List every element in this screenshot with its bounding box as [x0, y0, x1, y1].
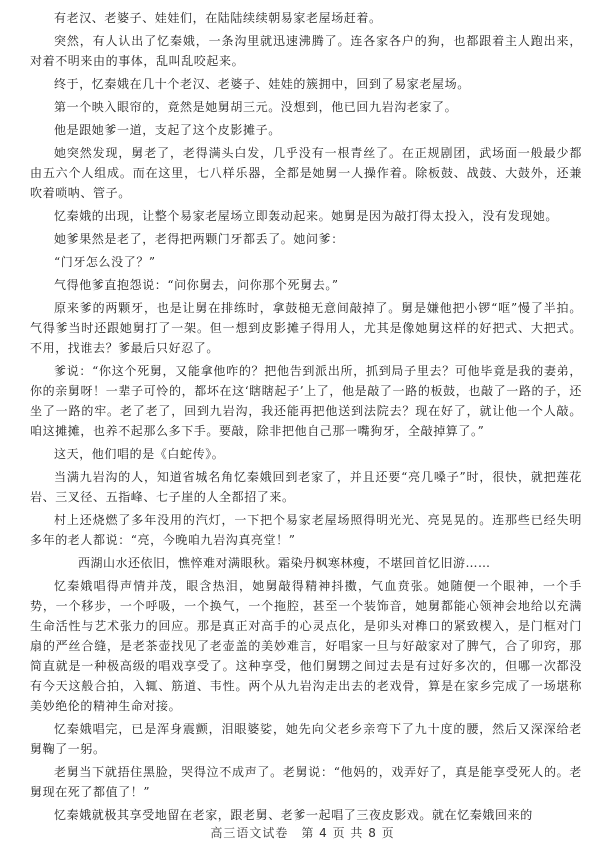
poem-line: 西湖山水还依旧，憔悴难对满眼秋。霜染丹枫寒林瘦，不堪回首忆旧游……	[78, 556, 491, 570]
paragraph: 气得他爹直抱怨说：“问你舅去，问你那个死舅去。”	[54, 278, 339, 292]
document-page	[30, 8, 582, 828]
paragraph: 老舅当下就捂住黑脸，哭得泣不成声了。老舅说：“他妈的，戏弄好了，真是能享受死人的。老舅现在死了都值了！”	[30, 765, 582, 799]
paragraph: 突然，有人认出了忆秦娥，一条沟里就迅速沸腾了。连各家各户的狗，也都跟着主人跑出来，对着不明来由的事体，乱叫乱咬起来。	[30, 34, 582, 68]
paragraph: 原来爹的两颗牙，也是让舅在排练时，拿鼓槌无意间敲掉了。舅是嫌他把小锣“哐”慢了半拍。气得爹当时还跟她舅打了一架。但一想到皮影摊子得用人，尤其是像她舅这样的好把式、大把式。不用，找谁去？爹最后只好忍了。	[30, 301, 582, 355]
paragraph: 当满九岩沟的人，知道省城名角忆秦娥回到老家了，并且还要“亮几嗓子”时，很快，就把莲花岩、三叉径、五指峰、七子崖的人全都招了来。	[30, 470, 582, 504]
page-footer: 高三语文试卷 第 4 页 共 8 页	[210, 826, 395, 840]
paragraph: 这天，他们唱的是《白蛇传》。	[54, 447, 225, 461]
paragraph: 有老汉、老婆子、娃娃们，在陆陆续续朝易家老屋场赶着。	[54, 11, 382, 25]
paragraph: 她突然发现，舅老了，老得满头白发，几乎没有一根青丝了。在正规剧团，武场面一般最少都由五六个人组成。而在这里，七八样乐器，全都是她舅一人操作着。除板鼓、战鼓、大鼓外，还兼吹着唢呐、管子。	[30, 146, 582, 200]
paragraph: 忆秦娥唱得声情并茂，眼含热泪，她舅敲得精神抖擞，气血贲张。她随便一个眼神，一个手势，一个移步，一个呼吸，一个换气，一个拖腔，甚至一个装饰音，她舅都能心领神会地给以充满生命活性与艺术张力的回应。那是真正对高手的心灵点化，是卯头对榫口的紧致楔入，是门框对门扇的严丝合缝，是老茶壶找见了老壶盖的美妙难言，好唱家一旦与好敲家对了脾气，合了卯窍，那简直就是一种极高级的唱戏享受了。这种享受，他们舅甥之间过去是有过好多次的，但哪一次都没有今天这般合拍，入辄、筋道、韦性。两个从九岩沟走出去的老戏骨，算是在家乡完成了一场堪称美妙绝伦的精神生命对接。	[30, 579, 582, 713]
paragraph: 终于，忆秦娥在几十个老汉、老婆子、娃娃的簇拥中，回到了易家老屋场。	[54, 77, 470, 91]
paragraph: 她爹果然是老了，老得把两颗门牙都丢了。她问爹：	[54, 232, 344, 246]
paragraph: 村上还烧燃了多年没用的汽灯，一下把个易家老屋场照得明光光、亮晃晃的。连那些已经失明多年的老人都说：“亮，今晚咱九岩沟真亮堂！”	[30, 513, 582, 547]
paragraph: 忆秦娥唱完，已是浑身震颤，泪眼婆娑，她先向父老乡亲弯下了九十度的腰，然后又深深给老舅鞠了一躬。	[30, 722, 582, 756]
paragraph: 爹说：“你这个死舅，又能拿他咋的？把他告到派出所，抓到局子里去？可他毕竟是我的妻弟，你的亲舅呀！一辈子可怜的，都坏在这‘瞎瞎起子’上了，他是敲了一路的板鼓，也敲了一路的子，还坐了一路的牢。老了老了，回到九岩沟，我还能再把他送到法院去？现在好了，就让他一个人敲。咱这摊摊，也养不起那么多下手。要敲，除非把他自己那一嘴狗牙，全敲掉算了。”	[30, 364, 582, 438]
paragraph: 他是跟她爹一道，支起了这个皮影摊子。	[54, 123, 281, 137]
paragraph: “门牙怎么没了？”	[54, 255, 156, 269]
paragraph: 第一个映入眼帘的，竟然是她舅胡三元。没想到，他已回九岩沟老家了。	[54, 100, 458, 114]
paragraph: 忆秦娥的出现，让整个易家老屋场立即轰动起来。她舅是因为敲打得太投入，没有发现她。	[54, 209, 559, 223]
paragraph: 忆秦娥就极其享受地留在老家，跟老舅、老爹一起唱了三夜皮影戏。就在忆秦娥回来的	[54, 808, 533, 822]
